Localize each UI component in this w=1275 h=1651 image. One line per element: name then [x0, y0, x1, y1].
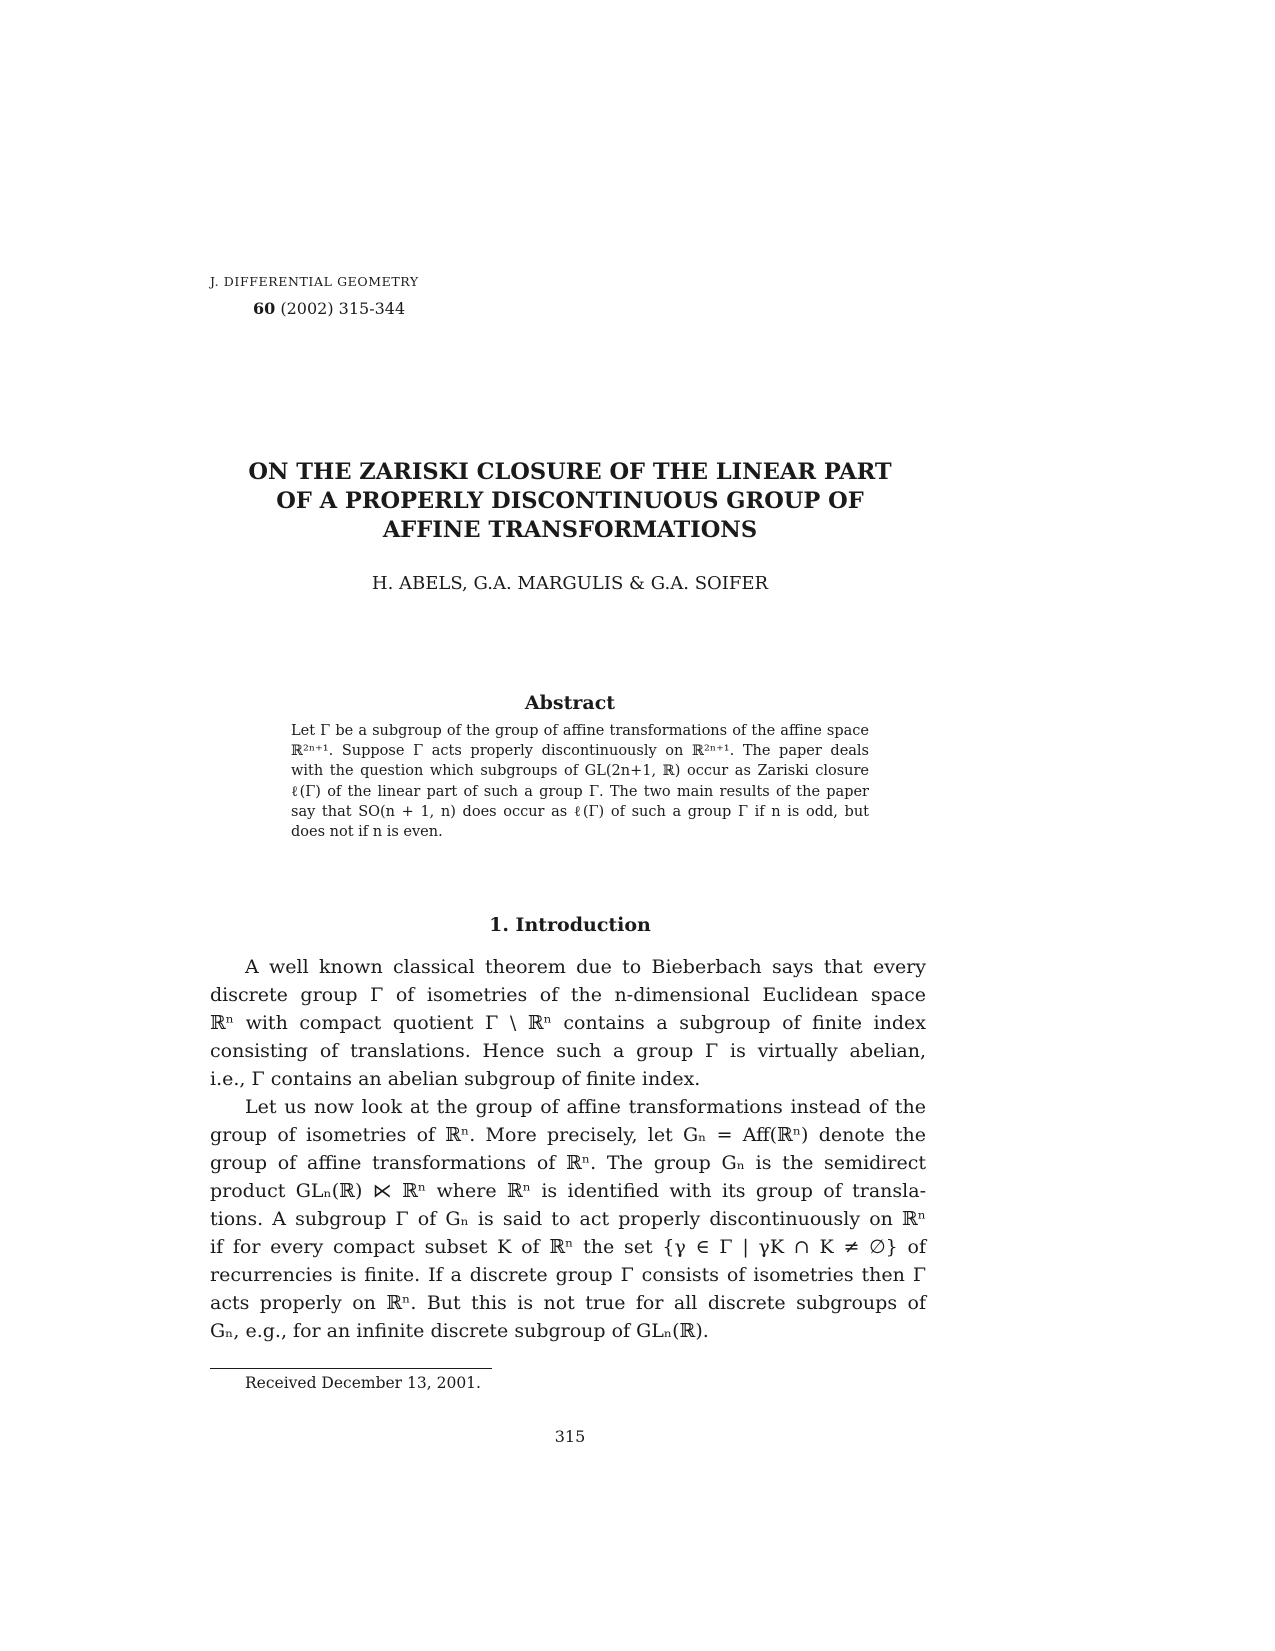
journal-name: J. DIFFERENTIAL GEOMETRY [210, 274, 419, 289]
abstract-line: say that SO(n + 1, n) does occur as ℓ(Γ) of such a group Γ if n is odd, but [291, 803, 869, 820]
paragraph-line: Let us now look at the group of affine transformations instead of the [245, 1096, 926, 1118]
paragraph-line: recurrencies is finite. If a discrete group Γ consists of isometries then Γ [210, 1264, 926, 1286]
paragraph-line: group of isometries of ℝⁿ. More precisely, let Gₙ = Aff(ℝⁿ) denote the [210, 1124, 926, 1146]
abstract-line: ℓ(Γ) of the linear part of such a group Γ. The two main results of the paper [291, 783, 869, 800]
paragraph-line: Gₙ, e.g., for an infinite discrete subgroup of GLₙ(ℝ). [210, 1320, 709, 1342]
abstract-line: Let Γ be a subgroup of the group of affine transformations of the affine space [291, 723, 869, 739]
section-heading: 1. Introduction [489, 914, 651, 936]
footnote: Received December 13, 2001. [245, 1374, 481, 1392]
paragraph-line: A well known classical theorem due to Bieberbach says that every [245, 956, 926, 978]
year-pages: (2002) 315-344 [280, 299, 406, 318]
introduction-text [210, 953, 926, 1345]
paragraph-line: discrete group Γ of isometries of the n-dimensional Euclidean space [210, 984, 926, 1006]
paragraph-line: i.e., Γ contains an abelian subgroup of finite index. [210, 1068, 701, 1090]
abstract-body [291, 721, 869, 842]
volume-number: 60 [253, 299, 276, 318]
paragraph-line: tions. A subgroup Γ of Gₙ is said to act properly discontinuously on ℝⁿ [210, 1208, 926, 1230]
footnote-divider [210, 1368, 492, 1369]
page-number: 315 [554, 1427, 586, 1446]
abstract-line: ℝ²ⁿ⁺¹. Suppose Γ acts properly discontinuously on ℝ²ⁿ⁺¹. The paper deals [291, 743, 869, 760]
paragraph-line: consisting of translations. Hence such a group Γ is virtually abelian, [210, 1040, 926, 1062]
abstract-line: with the question which subgroups of GL(2n+1, ℝ) occur as Zariski closure [291, 763, 869, 780]
title-line: OF A PROPERLY DISCONTINUOUS GROUP OF [276, 488, 864, 514]
paragraph-line: product GLₙ(ℝ) ⋉ ℝⁿ where ℝⁿ is identified with its group of transla- [210, 1180, 926, 1202]
paragraph-line: ℝⁿ with compact quotient Γ \ ℝⁿ contains a subgroup of finite index [210, 1012, 926, 1034]
paper-title [200, 458, 940, 545]
volume-info [253, 301, 405, 317]
paragraph-line: acts properly on ℝⁿ. But this is not true for all discrete subgroups of [210, 1292, 926, 1314]
paragraph-line: if for every compact subset K of ℝⁿ the set {γ ∈ Γ | γK ∩ K ≠ ∅} of [210, 1236, 926, 1258]
paragraph-line: group of affine transformations of ℝⁿ. The group Gₙ is the semidirect [210, 1152, 926, 1174]
abstract-line: does not if n is even. [291, 824, 443, 841]
abstract-heading: Abstract [524, 692, 616, 714]
author-list: H. ABELS, G.A. MARGULIS & G.A. SOIFER [371, 573, 769, 594]
title-line: AFFINE TRANSFORMATIONS [382, 517, 758, 543]
title-line: ON THE ZARISKI CLOSURE OF THE LINEAR PART [248, 459, 892, 485]
